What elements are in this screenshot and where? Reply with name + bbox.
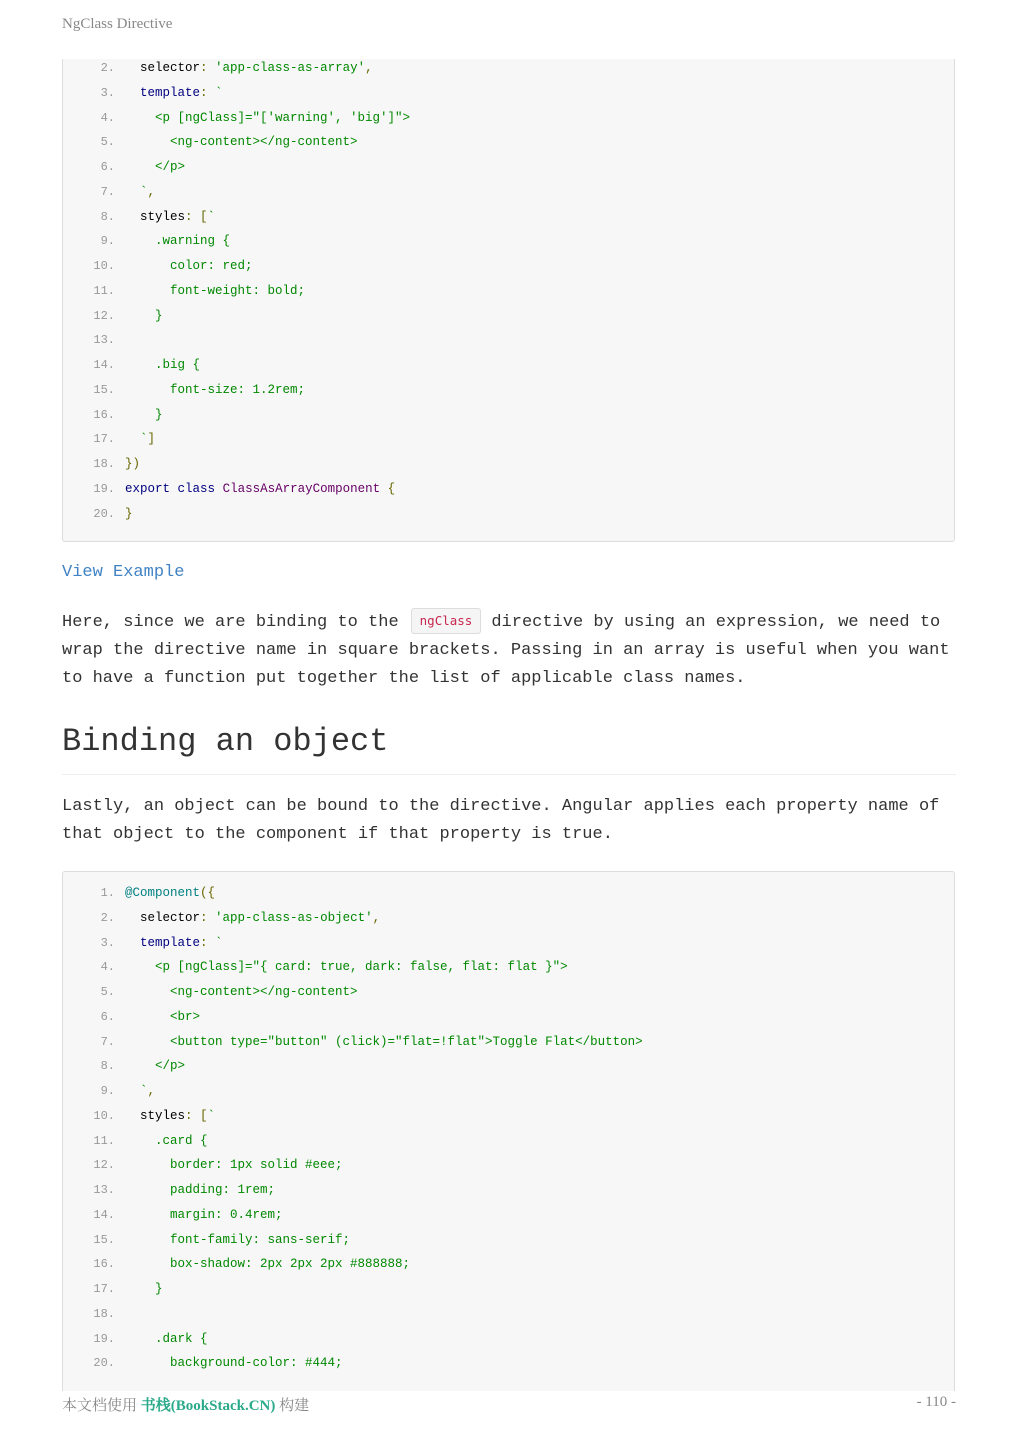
paragraph-text: Here, since we are binding to the [62, 613, 399, 632]
code-text [125, 955, 568, 980]
line-number: 19. [93, 1331, 115, 1346]
code-token: 'app-class-as-object' [215, 910, 373, 925]
code-line [63, 304, 954, 329]
code-token: margin: 0.4rem; [125, 1207, 283, 1222]
code-line [63, 279, 954, 304]
code-token: class [177, 481, 216, 496]
code-token: template [140, 85, 201, 100]
code-token [125, 911, 140, 925]
code-token: , [365, 61, 373, 75]
code-line [63, 502, 954, 527]
line-number: 7. [100, 1034, 115, 1049]
code-line [63, 881, 954, 906]
code-token: }) [125, 457, 141, 471]
code-text [125, 502, 133, 527]
line-number: 3. [100, 935, 115, 950]
line-number: 2. [100, 61, 115, 75]
line-number: 2. [100, 910, 115, 925]
line-number: 5. [100, 135, 115, 150]
code-text [125, 180, 155, 205]
line-number: 16. [93, 407, 115, 422]
code-line [63, 427, 954, 452]
code-text [125, 155, 185, 180]
line-number: 12. [93, 308, 115, 323]
line-number: 18. [93, 1306, 115, 1321]
line-number: 9. [100, 234, 115, 249]
code-token: ` [207, 1108, 216, 1123]
inline-code-ngclass: ngClass [411, 608, 482, 634]
code-line [63, 1302, 954, 1327]
code-text [125, 931, 223, 956]
code-line [63, 81, 954, 106]
line-number: 9. [100, 1084, 115, 1098]
code-token: } [125, 308, 163, 323]
code-text [125, 881, 215, 906]
line-number: 4. [100, 110, 115, 125]
section-title: Binding an object [62, 723, 389, 760]
code-text [125, 130, 358, 155]
code-text [125, 1030, 643, 1055]
code-token: : [200, 910, 216, 925]
code-token: font-family: sans-serif; [125, 1232, 351, 1247]
code-token: , [372, 910, 381, 925]
code-line [63, 955, 954, 980]
line-number: 14. [93, 1207, 115, 1222]
line-number: 8. [100, 1059, 115, 1074]
code-text [125, 1153, 343, 1178]
bookstack-link[interactable]: 书栈(BookStack.CN) [140, 1398, 276, 1414]
code-token: { [380, 481, 396, 496]
code-line [63, 378, 954, 403]
code-token: } [125, 407, 163, 422]
code-line [63, 1054, 954, 1079]
code-text [125, 1178, 275, 1203]
code-text [125, 1129, 208, 1154]
code-token: , [147, 1084, 156, 1098]
code-text [125, 378, 305, 403]
section-divider [62, 774, 956, 775]
code-line [63, 931, 954, 956]
line-number: 4. [100, 960, 115, 975]
code-text [125, 1005, 200, 1030]
code-text [125, 452, 140, 477]
code-token: ` [125, 1084, 148, 1098]
code-text [125, 403, 163, 428]
line-number: 10. [93, 259, 115, 273]
code-line [63, 1252, 954, 1277]
code-line [63, 403, 954, 428]
code-token: </p> [125, 1059, 186, 1074]
code-token: : [ [185, 209, 208, 224]
code-line [63, 155, 954, 180]
code-token: } [125, 1282, 163, 1296]
line-number: 17. [93, 432, 115, 447]
code-line [63, 328, 954, 353]
running-header: NgClass Directive [62, 16, 173, 32]
code-line [63, 254, 954, 279]
code-line [63, 1129, 954, 1154]
line-number: 20. [93, 506, 115, 521]
code-token: } [125, 506, 133, 521]
code-text [125, 427, 155, 452]
line-number: 6. [100, 160, 115, 174]
footer-credit [62, 1394, 309, 1415]
code-text [125, 1104, 215, 1129]
code-token: .warning { [125, 234, 231, 249]
code-token: ({ [200, 886, 216, 900]
code-token: background-color: #444; [125, 1356, 343, 1371]
line-number: 15. [93, 1232, 115, 1247]
code-line [63, 1005, 954, 1030]
code-token: selector [140, 910, 201, 925]
code-token: selector [140, 61, 201, 75]
code-line [63, 59, 954, 81]
code-line [63, 1030, 954, 1055]
footer-prefix: 本文档使用 [62, 1398, 141, 1414]
code-token: ` [207, 209, 216, 224]
code-token: font-size: 1.2rem; [125, 382, 306, 397]
code-token: : [200, 61, 216, 75]
paragraph-array-explanation [62, 608, 962, 693]
line-number: 7. [100, 184, 115, 199]
code-text [125, 1252, 410, 1277]
code-token: .card { [125, 1133, 208, 1148]
code-token: , [147, 184, 156, 199]
code-token: <br> [125, 1009, 201, 1024]
line-number: 15. [93, 382, 115, 397]
line-number: 20. [93, 1356, 115, 1371]
code-text [125, 1228, 350, 1253]
code-token: styles [140, 1108, 186, 1123]
code-line [63, 180, 954, 205]
code-line [63, 205, 954, 230]
line-number: 6. [100, 1009, 115, 1024]
line-number: 3. [100, 85, 115, 100]
line-number: 8. [100, 209, 115, 224]
line-number: 16. [93, 1257, 115, 1272]
code-token: ] [147, 432, 156, 447]
line-number: 11. [93, 1133, 115, 1148]
line-number: 13. [93, 333, 115, 348]
code-line [63, 130, 954, 155]
code-token: <p [ngClass]="['warning', 'big']"> [125, 110, 411, 125]
code-line [63, 1153, 954, 1178]
code-token: @Component [125, 886, 201, 900]
code-text [125, 59, 373, 81]
code-token: template [140, 935, 201, 950]
footer-suffix: 构建 [275, 1398, 310, 1414]
code-token: styles [140, 209, 186, 224]
code-token: padding: 1rem; [125, 1183, 276, 1197]
code-line [63, 1079, 954, 1104]
code-line [63, 906, 954, 931]
code-token: 'app-class-as-array' [215, 61, 366, 75]
code-line [63, 1178, 954, 1203]
code-token [215, 482, 223, 496]
code-token: box-shadow: 2px 2px 2px #888888; [125, 1257, 411, 1272]
code-line [63, 1277, 954, 1302]
code-line [63, 1351, 954, 1376]
code-text [125, 1079, 155, 1104]
code-block-array [62, 59, 955, 542]
paragraph-text: directive by using an expression, we need to wrap the directive name in square brackets. Passing in an array is useful when you want to have a function put together the list of applicable class names. [62, 613, 950, 688]
code-text [125, 477, 395, 502]
code-text [125, 980, 358, 1005]
code-text [125, 1054, 185, 1079]
code-token: export [125, 481, 171, 496]
code-text [125, 1351, 343, 1376]
code-token: border: 1px solid #eee; [125, 1158, 343, 1173]
line-number: 11. [93, 283, 115, 298]
code-lines [63, 881, 954, 1376]
view-example-link[interactable]: View Example [62, 563, 185, 582]
code-line [63, 106, 954, 131]
page-number: - 110 - [916, 1394, 956, 1410]
code-text [125, 205, 215, 230]
code-line [63, 353, 954, 378]
code-text [125, 279, 305, 304]
code-text [125, 304, 163, 329]
code-token: font-weight: bold; [125, 283, 306, 298]
code-line [63, 229, 954, 254]
code-text [125, 906, 380, 931]
code-token: ` [125, 432, 148, 447]
code-line [63, 452, 954, 477]
code-token: : [200, 935, 216, 950]
code-token: ` [215, 935, 223, 950]
code-token [125, 61, 140, 75]
code-token: : [200, 85, 216, 100]
code-token: ClassAsArrayComponent [222, 481, 381, 496]
line-number: 19. [93, 481, 115, 496]
code-line [63, 1327, 954, 1352]
code-text [125, 254, 253, 279]
line-number: 5. [100, 985, 115, 999]
code-token: color: red; [125, 259, 253, 273]
code-token: <p [ngClass]="{ card: true, dark: false, flat: flat }"> [125, 960, 568, 975]
line-number: 10. [93, 1108, 115, 1123]
code-text [125, 1277, 163, 1302]
code-line [63, 1228, 954, 1253]
code-text [125, 229, 230, 254]
line-number: 17. [93, 1282, 115, 1296]
code-token: ` [125, 184, 148, 199]
line-number: 14. [93, 358, 115, 372]
code-token [125, 86, 140, 100]
code-text [125, 1203, 283, 1228]
code-text [125, 81, 223, 106]
code-token: .big { [125, 358, 201, 372]
paragraph-object-explanation: Lastly, an object can be bound to the directive. Angular applies each property name of that object to the component if that property is true. [62, 797, 940, 844]
code-line [63, 477, 954, 502]
code-token: <ng-content></ng-content> [125, 985, 358, 999]
code-text [125, 353, 200, 378]
code-line [63, 1203, 954, 1228]
code-text [125, 106, 410, 131]
code-line [63, 1104, 954, 1129]
code-token [170, 482, 178, 496]
code-token: ` [215, 85, 223, 100]
code-token: <button type="button" (click)="flat=!flat">Toggle Flat</button> [125, 1034, 643, 1049]
code-token: .dark { [125, 1331, 208, 1346]
line-number: 18. [93, 457, 115, 471]
code-block-object [62, 871, 955, 1391]
code-token [125, 936, 140, 950]
code-line [63, 980, 954, 1005]
code-token [125, 210, 140, 224]
line-number: 12. [93, 1158, 115, 1173]
code-token [125, 1109, 140, 1123]
code-token: </p> [125, 160, 186, 174]
code-text [125, 1327, 208, 1352]
line-number: 13. [93, 1183, 115, 1197]
line-number: 1. [100, 886, 115, 900]
code-token: : [ [185, 1108, 208, 1123]
code-lines [63, 59, 954, 526]
code-token: <ng-content></ng-content> [125, 135, 358, 150]
